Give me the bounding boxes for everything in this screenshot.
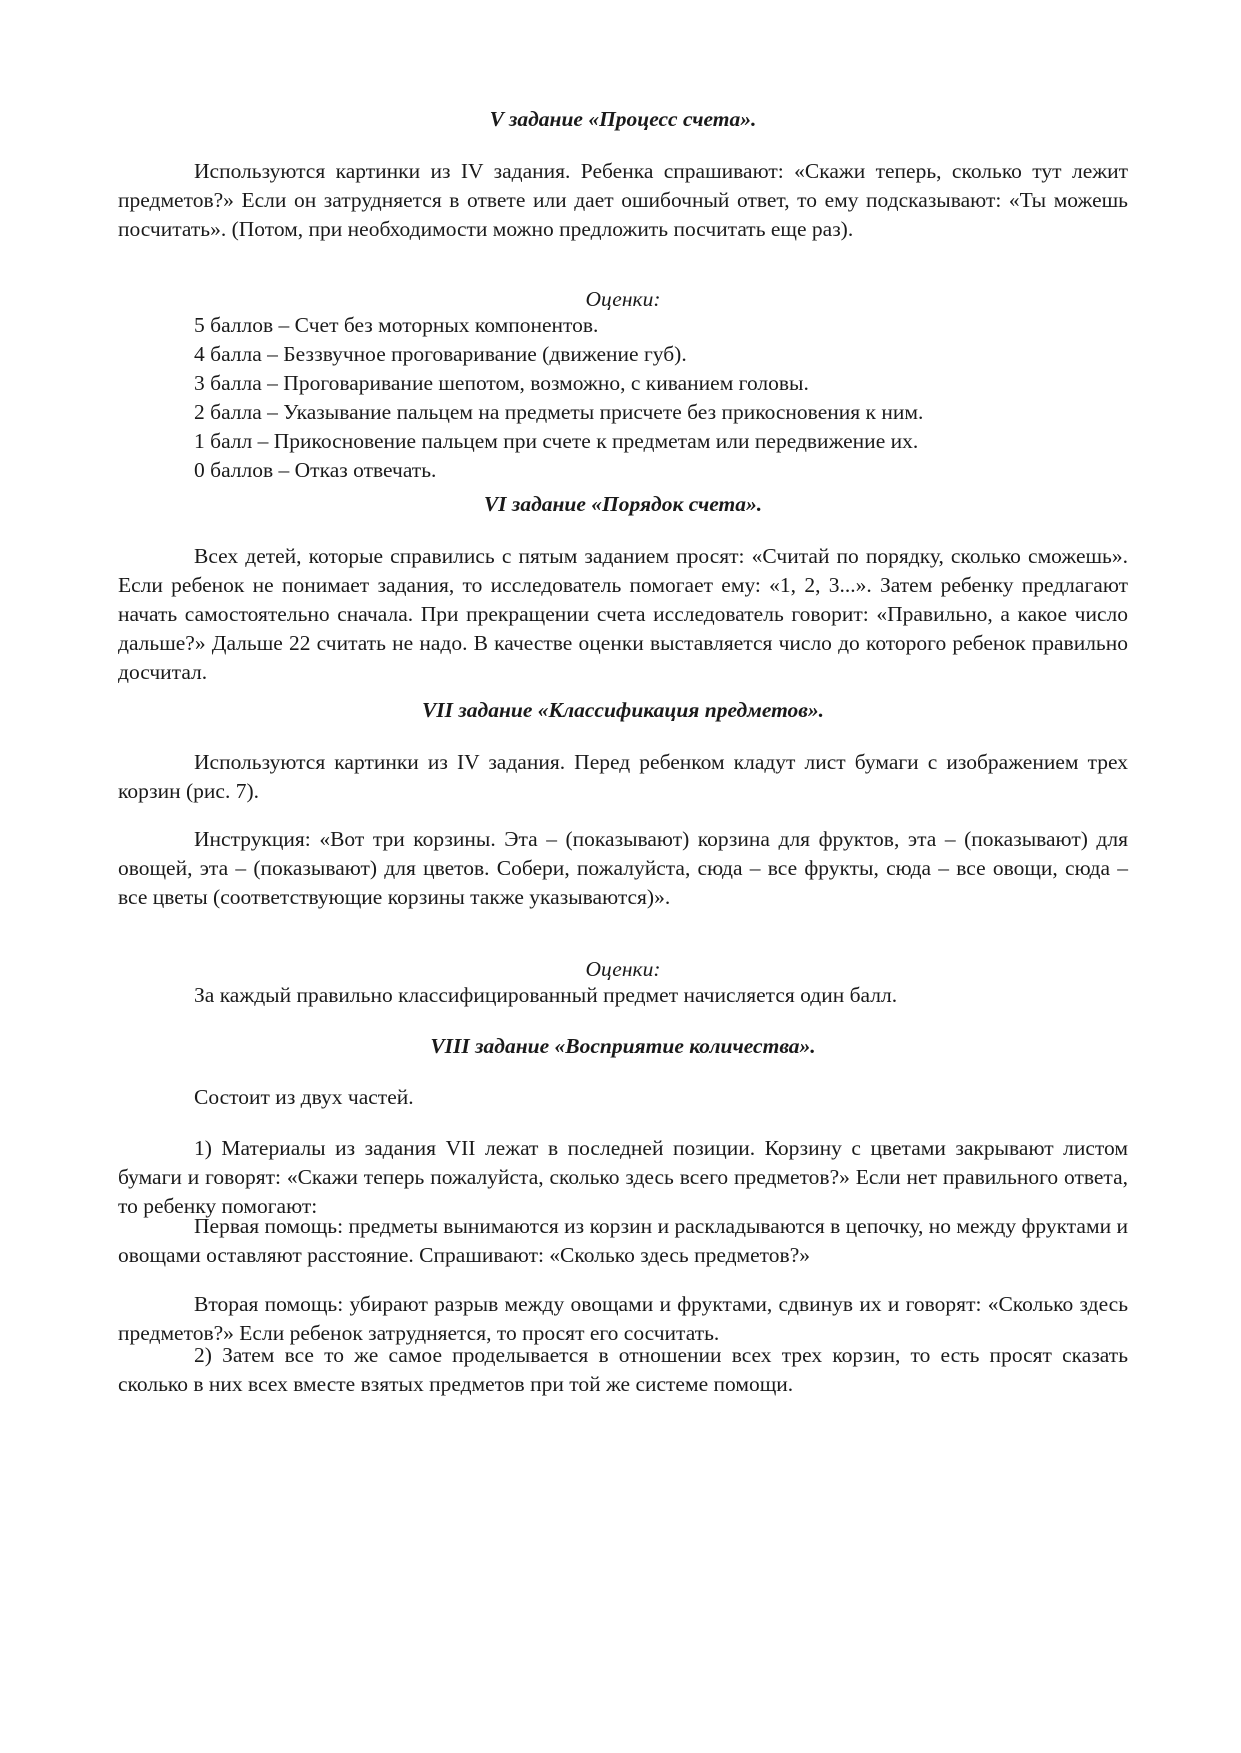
section-6-paragraph: Всех детей, которые справились с пятым заданием просят: «Считай по порядку, сколько сможешь». Если ребенок не понимает задания, то исследователь помогает ему: «1, 2, 3...». Затем ребенку предлагают начать самостоятельно сначала. При прекращении счета исследователь говорит: «Правильно, а какое число дальше?» Дальше 22 считать не надо. В качестве оценки выставляется число до которого ребенок правильно досчитал. — [118, 544, 1128, 684]
section-8-part-1: 1) Материалы из задания VII лежат в последней позиции. Корзину с цветами закрывают листом бумаги и говорят: «Скажи теперь пожалуйста, сколько здесь всего предметов?» Если нет правильного ответа, то ребенку помогают: — [118, 1136, 1128, 1218]
section-7-paragraph-1: Используются картинки из IV задания. Перед ребенком кладут лист бумаги с изображением трех корзин (рис. 7). — [118, 750, 1128, 803]
section-7-heading: VII задание «Классификация предметов». — [421, 698, 825, 722]
section-6-heading: VI задание «Порядок счета». — [483, 492, 763, 516]
section-8-part-2: 2) Затем все то же самое проделывается в отношении всех трех корзин, то есть просят сказать сколько в них всех вместе взятых предметов при той же системе помощи. — [118, 1343, 1128, 1396]
section-7-grades-text: За каждый правильно классифицированный предмет начисляется один балл. — [194, 983, 898, 1007]
section-5-paragraph: Используются картинки из IV задания. Ребенка спрашивают: «Скажи теперь, сколько тут лежит предметов?» Если он затрудняется в ответе или дает ошибочный ответ, то ему подсказывают: «Ты можешь посчитать». (Потом, при необходимости можно предложить посчитать еще раз). — [118, 159, 1128, 241]
section-7-grades-label: Оценки: — [585, 957, 661, 981]
grade-item: 0 баллов – Отказ отвечать. — [194, 458, 437, 482]
grade-item: 1 балл – Прикосновение пальцем при счете к предметам или передвижение их. — [194, 429, 919, 453]
section-8-heading: VIII задание «Восприятие количества». — [430, 1034, 816, 1058]
grade-item: 2 балла – Указывание пальцем на предметы присчете без прикосновения к ним. — [194, 400, 924, 424]
section-8-help-1: Первая помощь: предметы вынимаются из корзин и раскладываются в цепочку, но между фруктами и овощами оставляют расстояние. Спрашивают: «Сколько здесь предметов?» — [118, 1214, 1128, 1267]
section-5-heading: V задание «Процесс счета». — [489, 107, 757, 131]
grade-item: 3 балла – Проговаривание шепотом, возможно, с киванием головы. — [194, 371, 809, 395]
section-5-grades-label: Оценки: — [585, 287, 661, 311]
section-8-intro: Состоит из двух частей. — [194, 1085, 414, 1109]
section-8-help-2: Вторая помощь: убирают разрыв между овощами и фруктами, сдвинув их и говорят: «Сколько здесь предметов?» Если ребенок затрудняется, то просят его сосчитать. — [118, 1292, 1128, 1345]
section-5-grades-list — [118, 311, 1128, 485]
section-7-paragraph-2: Инструкция: «Вот три корзины. Эта – (показывают) корзина для фруктов, эта – (показывают) для овощей, эта – (показывают) для цветов. Собери, пожалуйста, сюда – все фрукты, сюда – все овощи, сюда – все цветы (соответствующие корзины также указываются)». — [118, 827, 1128, 909]
grade-item: 5 баллов – Счет без моторных компонентов. — [194, 313, 599, 337]
grade-item: 4 балла – Беззвучное проговаривание (движение губ). — [194, 342, 687, 366]
